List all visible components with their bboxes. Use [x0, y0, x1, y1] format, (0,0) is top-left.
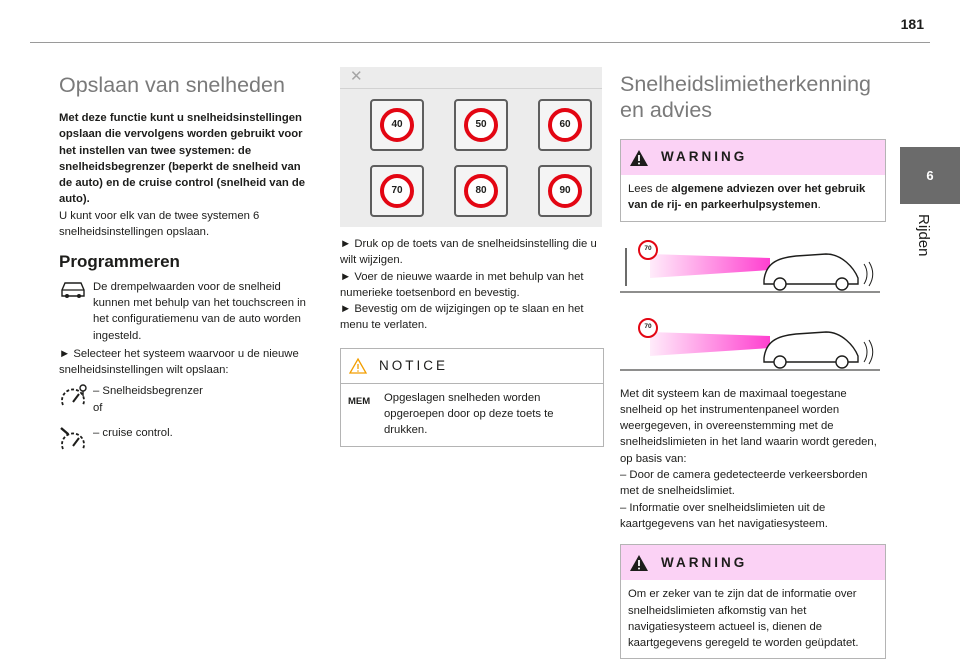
warning-triangle-icon [629, 554, 649, 572]
speed-button-1[interactable] [370, 99, 424, 151]
speed-sign-5: 80 [464, 174, 498, 208]
threshold-text: De drempelwaarden voor de snelheid kunnen met behulp van het touchscreen in het configuratiemenu van de auto worden ingesteld. [93, 280, 306, 342]
step-2: ► Voer de nieuwe waarde in met behulp van het numerieke toetsenbord en bevestig. [340, 270, 584, 299]
notice-triangle-icon [349, 358, 367, 374]
page-number: 181 [900, 16, 924, 32]
speed-sign-2: 50 [464, 108, 498, 142]
intro-text: U kunt voor elk van de twee systemen 6 snelheidsinstellingen opslaan. [59, 209, 260, 239]
speed-button-2[interactable] [454, 99, 508, 151]
speed-grid [362, 99, 600, 217]
speed-sign-1: 40 [380, 108, 414, 142]
warning-label-1: WARNING [661, 149, 748, 165]
recognition-body: Met dit systeem kan de maximaal toegestane snelheid op het instrumentenpaneel worden weergegeven, in overeenstemming met de snelheidslimieten in het land waarin wordt gereden, op basis van: [620, 387, 877, 465]
cruise-option [59, 425, 317, 460]
car-sign-illustration-2 [620, 312, 886, 378]
car-sign-illustration-1 [620, 234, 886, 300]
speed-button-3[interactable] [538, 99, 592, 151]
section-title-speed-recognition: Snelheidslimietherkenning en advies [620, 72, 871, 122]
speed-sign-small-2: 70 [638, 318, 658, 338]
limiter-label: – Snelheidsbegrenzer [93, 385, 203, 398]
notice-body [341, 384, 603, 446]
speed-limiter-icon [59, 383, 93, 418]
recognition-item-1: – Door de camera gedetecteerde verkeersborden met de snelheidslimiet. [620, 469, 868, 498]
close-icon[interactable]: ✕ [350, 68, 363, 85]
intro-bold: Met deze functie kunt u snelheidsinstellingen opslaan die vervolgens worden gebruikt voor het instellen van twee systemen: de snelheidsbegrenzer (beperkt de snelheid van de auto) en de cruise control (snelheid van de auto). [59, 112, 306, 206]
warning-triangle-icon [629, 149, 649, 167]
step-3: ► Bevestig om de wijzigingen op te slaan en het menu te verlaten. [340, 303, 584, 332]
limiter-option [59, 383, 317, 418]
threshold-paragraph [59, 279, 317, 344]
cruise-control-icon [59, 425, 93, 460]
warning1-prefix: Lees de [628, 183, 672, 195]
speed-sign-6: 90 [548, 174, 582, 208]
warning-body-1 [621, 175, 885, 221]
header-rule [30, 42, 930, 43]
cruise-label: – cruise control. [93, 426, 173, 439]
section-title-programming: Programmeren [59, 252, 180, 272]
warning-box-1 [620, 139, 886, 222]
warning-body-2 [621, 580, 885, 658]
recognition-item-2: – Informatie over snelheidslimieten uit de kaartgegevens van het navigatiesysteem. [620, 501, 828, 530]
warning-box-2 [620, 544, 886, 659]
notice-text: Opgeslagen snelheden worden opgeroepen door op deze toets te drukken. [384, 391, 554, 437]
chapter-tab[interactable] [900, 147, 960, 204]
speed-sign-small-1: 70 [638, 240, 658, 260]
warning-label-2: WARNING [661, 554, 748, 570]
chapter-label: Rijden [915, 214, 932, 257]
middle-column [340, 67, 604, 447]
select-step: ► Selecteer het systeem waarvoor u de nieuwe snelheidsinstellingen wilt opslaan: [59, 347, 299, 377]
or-word: of [93, 401, 103, 414]
notice-label: NOTICE [379, 357, 449, 373]
speed-settings-screen [340, 67, 602, 227]
screen-top-bar [340, 88, 602, 89]
notice-header [341, 349, 603, 384]
warning1-suffix: . [817, 199, 821, 212]
mem-button-label: MEM [348, 395, 371, 407]
speed-sign-4: 70 [380, 174, 414, 208]
warning-header-1 [621, 140, 885, 175]
speed-sign-3: 60 [548, 108, 582, 142]
chapter-number: 6 [926, 168, 934, 183]
left-column [59, 72, 317, 460]
warning2-text: Om er zeker van te zijn dat de informatie over snelheidslimieten afkomstig van het navigatiesysteem actueel is, dienen de kaartgegevens geregeld te worden geüpdatet. [628, 588, 859, 650]
section-title-saving-speeds: Opslaan van snelheden [59, 73, 285, 97]
speed-button-4[interactable] [370, 165, 424, 217]
notice-box [340, 348, 604, 447]
speed-button-5[interactable] [454, 165, 508, 217]
warning-header-2 [621, 545, 885, 580]
step-1: ► Druk op de toets van de snelheidsinstelling die u wilt wijzigen. [340, 238, 597, 267]
speed-button-6[interactable] [538, 165, 592, 217]
right-column [620, 71, 886, 659]
touchscreen-car-icon [59, 279, 93, 306]
warning1-bold: algemene adviezen over het gebruik van de rij- en parkeerhulpsystemen [628, 183, 866, 212]
